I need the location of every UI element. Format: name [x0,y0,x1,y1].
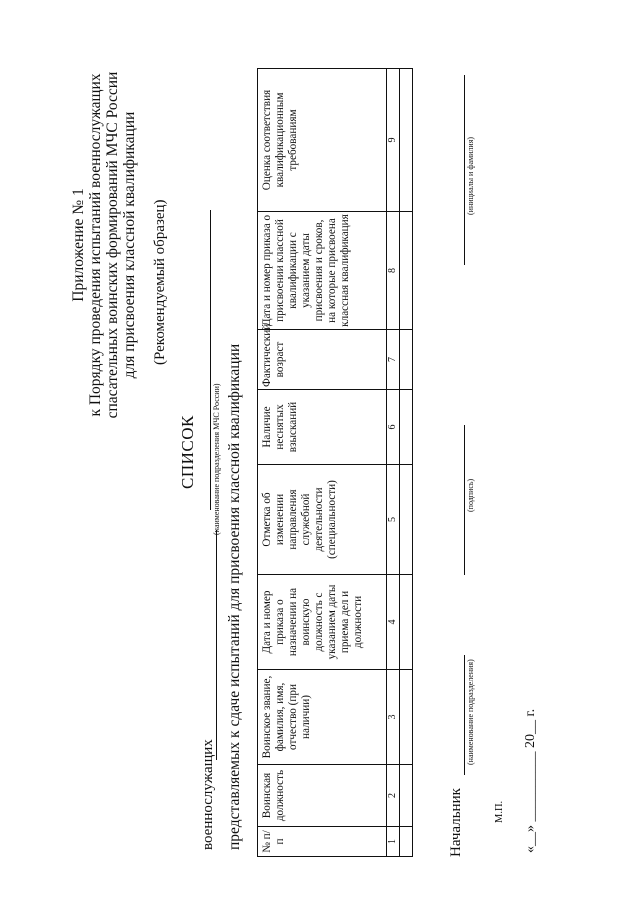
chief-unit-line [464,655,465,775]
appendix-ref-line-3: для присвоения классной квалификации [121,111,138,379]
table-number-row [387,69,400,857]
servicemen-label: военнослужащих [200,739,216,850]
col-header-service-change: Отметка об изменении направления служебной деятельности (специальности) [258,465,387,575]
col-header-age: Фактический возраст [258,330,387,390]
col-header-position: Воинская должность [258,765,387,827]
document-title: СПИСОК [178,415,197,489]
col-number: 7 [387,330,400,390]
col-number: 1 [387,827,400,857]
initials-line [464,75,465,265]
col-number: 2 [387,765,400,827]
col-number: 3 [387,670,400,765]
col-number: 9 [387,69,400,212]
document-subtitle: представляемых к сдаче испытаний для присвоения классной квалификации [226,343,243,850]
col-header-number: № п/п [258,827,387,857]
document-date: «__» __________ 20__ г. [523,708,538,853]
table-cell [400,827,413,857]
servicemen-line [216,530,217,760]
signature-caption: (подпись) [466,478,475,512]
chief-label: Начальник [448,788,464,857]
recommended-sample-note: (Рекомендуемый образец) [152,199,168,365]
col-number: 6 [387,390,400,465]
candidates-table [257,68,413,857]
signature-line [464,425,465,575]
table-cell [400,212,413,330]
col-number: 8 [387,212,400,330]
chief-unit-caption: (наименование подразделения) [466,659,475,765]
table-header-row [258,69,387,857]
appendix-header [70,30,138,460]
col-number: 4 [387,575,400,670]
table-cell [400,765,413,827]
table-cell [400,465,413,575]
table-cell [400,670,413,765]
col-number: 5 [387,465,400,575]
table-cell [400,69,413,212]
table-cell [400,330,413,390]
col-header-assessment: Оценка соответствия квалификационным требованиям [258,69,387,212]
unit-name-caption: (наименование подразделения МЧС России) [212,383,221,535]
appendix-ref-line-1: к Порядку проведения испытаний военнослужащих [87,73,104,417]
col-header-qualification-order: Дата и номер приказа о присвоении классной квалификации с указанием даты присвоения и сроков, на которые присвоена классная квалификация [258,212,387,330]
col-header-penalties: Наличие неснятых взысканий [258,390,387,465]
appendix-number: Приложение № 1 [70,188,87,302]
col-header-rank-name: Воинское звание, фамилия, имя, отчество (при наличии) [258,670,387,765]
table-cell [400,390,413,465]
stamp-place-label: М.П. [494,800,505,823]
table-row [400,69,413,857]
appendix-ref-line-2: спасательных воинских формирований МЧС России [104,71,121,419]
initials-caption: (инициалы и фамилия) [466,136,475,215]
col-header-appointment-order: Дата и номер приказа о назначении на воинскую должность с указанием даты приема дел и должности [258,575,387,670]
table-cell [400,575,413,670]
unit-name-line [210,210,211,510]
